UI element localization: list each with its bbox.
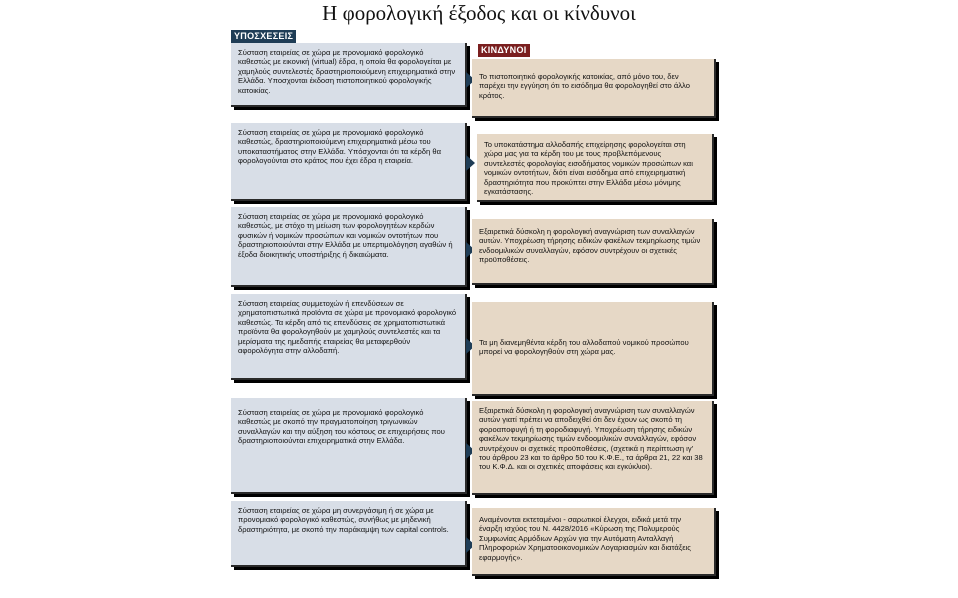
- risk-text: Το πιστοποιητικό φορολογικής κατοικίας, από μόνο του, δεν παρέχει την εγγύηση ότι το εισόδημα θα φορολογηθεί στο άλλο κράτος.: [479, 72, 690, 100]
- risk-text: Το υποκατάστημα αλλοδαπής επιχείρησης φορολογείται στη χώρα μας για τα κέρδη του με τους προβλεπόμενους συντελεστές φορολογίας εισοδήματος νομικών προσώπων και νομικών οντοτήτων, διότι είναι εισόδημα από επιχειρηματική δραστηριότητα που προκύπτει στην Ελλάδα μέσω μόνιμης εγκατάστασης.: [484, 140, 693, 197]
- risk-box: [472, 508, 716, 576]
- risk-box: [472, 401, 714, 495]
- obligation-box: [231, 398, 467, 494]
- risk-text: Εξαιρετικά δύσκολη η φορολογική αναγνώριση των συναλλαγών αυτών. Υποχρέωση τήρησης ειδικών φακέλων τεκμηρίωσης τιμών ενδοομιλικών συναλλαγών, εφόσον συντρέχουν οι σχετικές προϋποθέσεις.: [479, 227, 701, 265]
- obligation-box: [231, 123, 467, 201]
- obligation-box: [231, 501, 467, 567]
- risk-text: Εξαιρετικά δύσκολη η φορολογική αναγνώριση των συναλλαγών αυτών γιατί πρέπει να αποδειχθεί ότι δεν έχουν ως σκοπό τη φοροαποφυγή ή τη φοροδιαφυγή. Υποχρέωση τήρησης ειδικών φακέλων τεκμηρίωσης τιμών ενδοομιλικών συναλλαγών, εφόσον συντρέχουν οι σχετικές προϋποθέσεις, (σχετικά η περίπτωση ιγ' του άρθρου 23 και το άρθρο 50 του Κ.Φ.Ε., τα άρθρα 21, 22 και 38 του Κ.Φ.Δ. και οι σχετικές αποφάσεις και εγκύκλιοι).: [479, 406, 703, 472]
- obligation-text: Σύσταση εταιρείας σε χώρα με προνομιακό φορολογικό καθεστώς, με στόχο τη μείωση των φορολογητέων κερδών φυσικών ή νομικών προσώπων και νομικών οντοτήτων που δραστηριοποιούνται στην Ελλάδα με υπερτιμολόγηση αγαθών ή έξοδα διοικητικής υποστήριξης ή δικαιώματα.: [238, 212, 453, 259]
- obligation-text: Σύσταση εταιρείας συμμετοχών ή επενδύσεων σε χρηματοπιστωτικά προϊόντα σε χώρα με προνομιακό φορολογικό καθεστώς. Τα κέρδη από τις επενδύσεις σε χρηματοπιστωτικά προϊόντα θα φορολογηθούν με χαμηλούς συντελεστές και τα μερίσματα της ημεδαπής εταιρείας θα μεταφερθούν αφορολόγητα στην αλλοδαπή.: [238, 299, 457, 356]
- obligation-text: Σύσταση εταιρείας σε χώρα μη συνεργάσιμη ή σε χώρα με προνομιακό φορολογικό καθεστώς, συνήθως με μηδενική δραστηριότητα, με σκοπό την παράκαμψη των capital controls.: [238, 506, 449, 534]
- page-title: Η φορολογική έξοδος και οι κίνδυνοι: [322, 1, 636, 25]
- obligation-text: Σύσταση εταιρείας σε χώρα με προνομιακό φορολογικό καθεστώς με εικονική (virtual) έδρα, η οποία θα φορολογείται με χαμηλούς συντελεστές δραστηριοποιούμενη επιχειρηματικά στην Ελλάδα. Υποσχονται έκδοση πιστοποιητικού φορολογικής κατοικίας.: [238, 48, 456, 95]
- risk-text: Τα μη διανεμηθέντα κέρδη του αλλοδαπού νομικού προσώπου μπορεί να φορολογηθούν στη χώρα μας.: [479, 338, 689, 357]
- obligation-text: Σύσταση εταιρείας σε χώρα με προνομιακό φορολογικό καθεστώς με σκοπό την πραγματοποίηση τριγωνικών συναλλαγών και την αύξηση του κόστους σε επιχειρήσεις που δραστηριοποιούνται επιχειρηματικά στην Ελλάδα.: [238, 408, 445, 446]
- obligations-label: ΥΠΟΣΧΕΣΕΙΣ: [231, 30, 296, 43]
- risks-label: ΚΙΝΔΥΝΟΙ: [478, 44, 530, 57]
- obligation-box: [231, 43, 467, 107]
- risk-text: Αναμένονται εκτεταμένοι - σαρωτικοί έλεγχοι, ειδικά μετά την έναρξη ισχύος του Ν. 4428/2016 «Κύρωση της Πολυμερούς Συμφωνίας Αρμόδιων Αρχών για την Αυτόματη Ανταλλαγή Πληροφοριών Χρηματοοικονομικών Λογαριασμών και διατάξεις εφαρμογής».: [479, 515, 691, 562]
- obligation-text: Σύσταση εταιρείας σε χώρα με προνομιακό φορολογικό καθεστώς, δραστηριοποιούμενη επιχειρηματικά μέσω του υποκαταστήματος στην Ελλάδα. Υπόσχονται ότι τα κέρδη θα φορολογούνται στο κράτος που έχει έδρα η εταιρεία.: [238, 128, 441, 166]
- obligation-box: [231, 294, 467, 380]
- risk-box: [477, 134, 714, 202]
- risk-box: [472, 219, 714, 285]
- obligation-box: [231, 207, 467, 287]
- arrow-icon: [466, 155, 475, 171]
- risk-box: [472, 302, 714, 396]
- risk-box: [472, 59, 716, 118]
